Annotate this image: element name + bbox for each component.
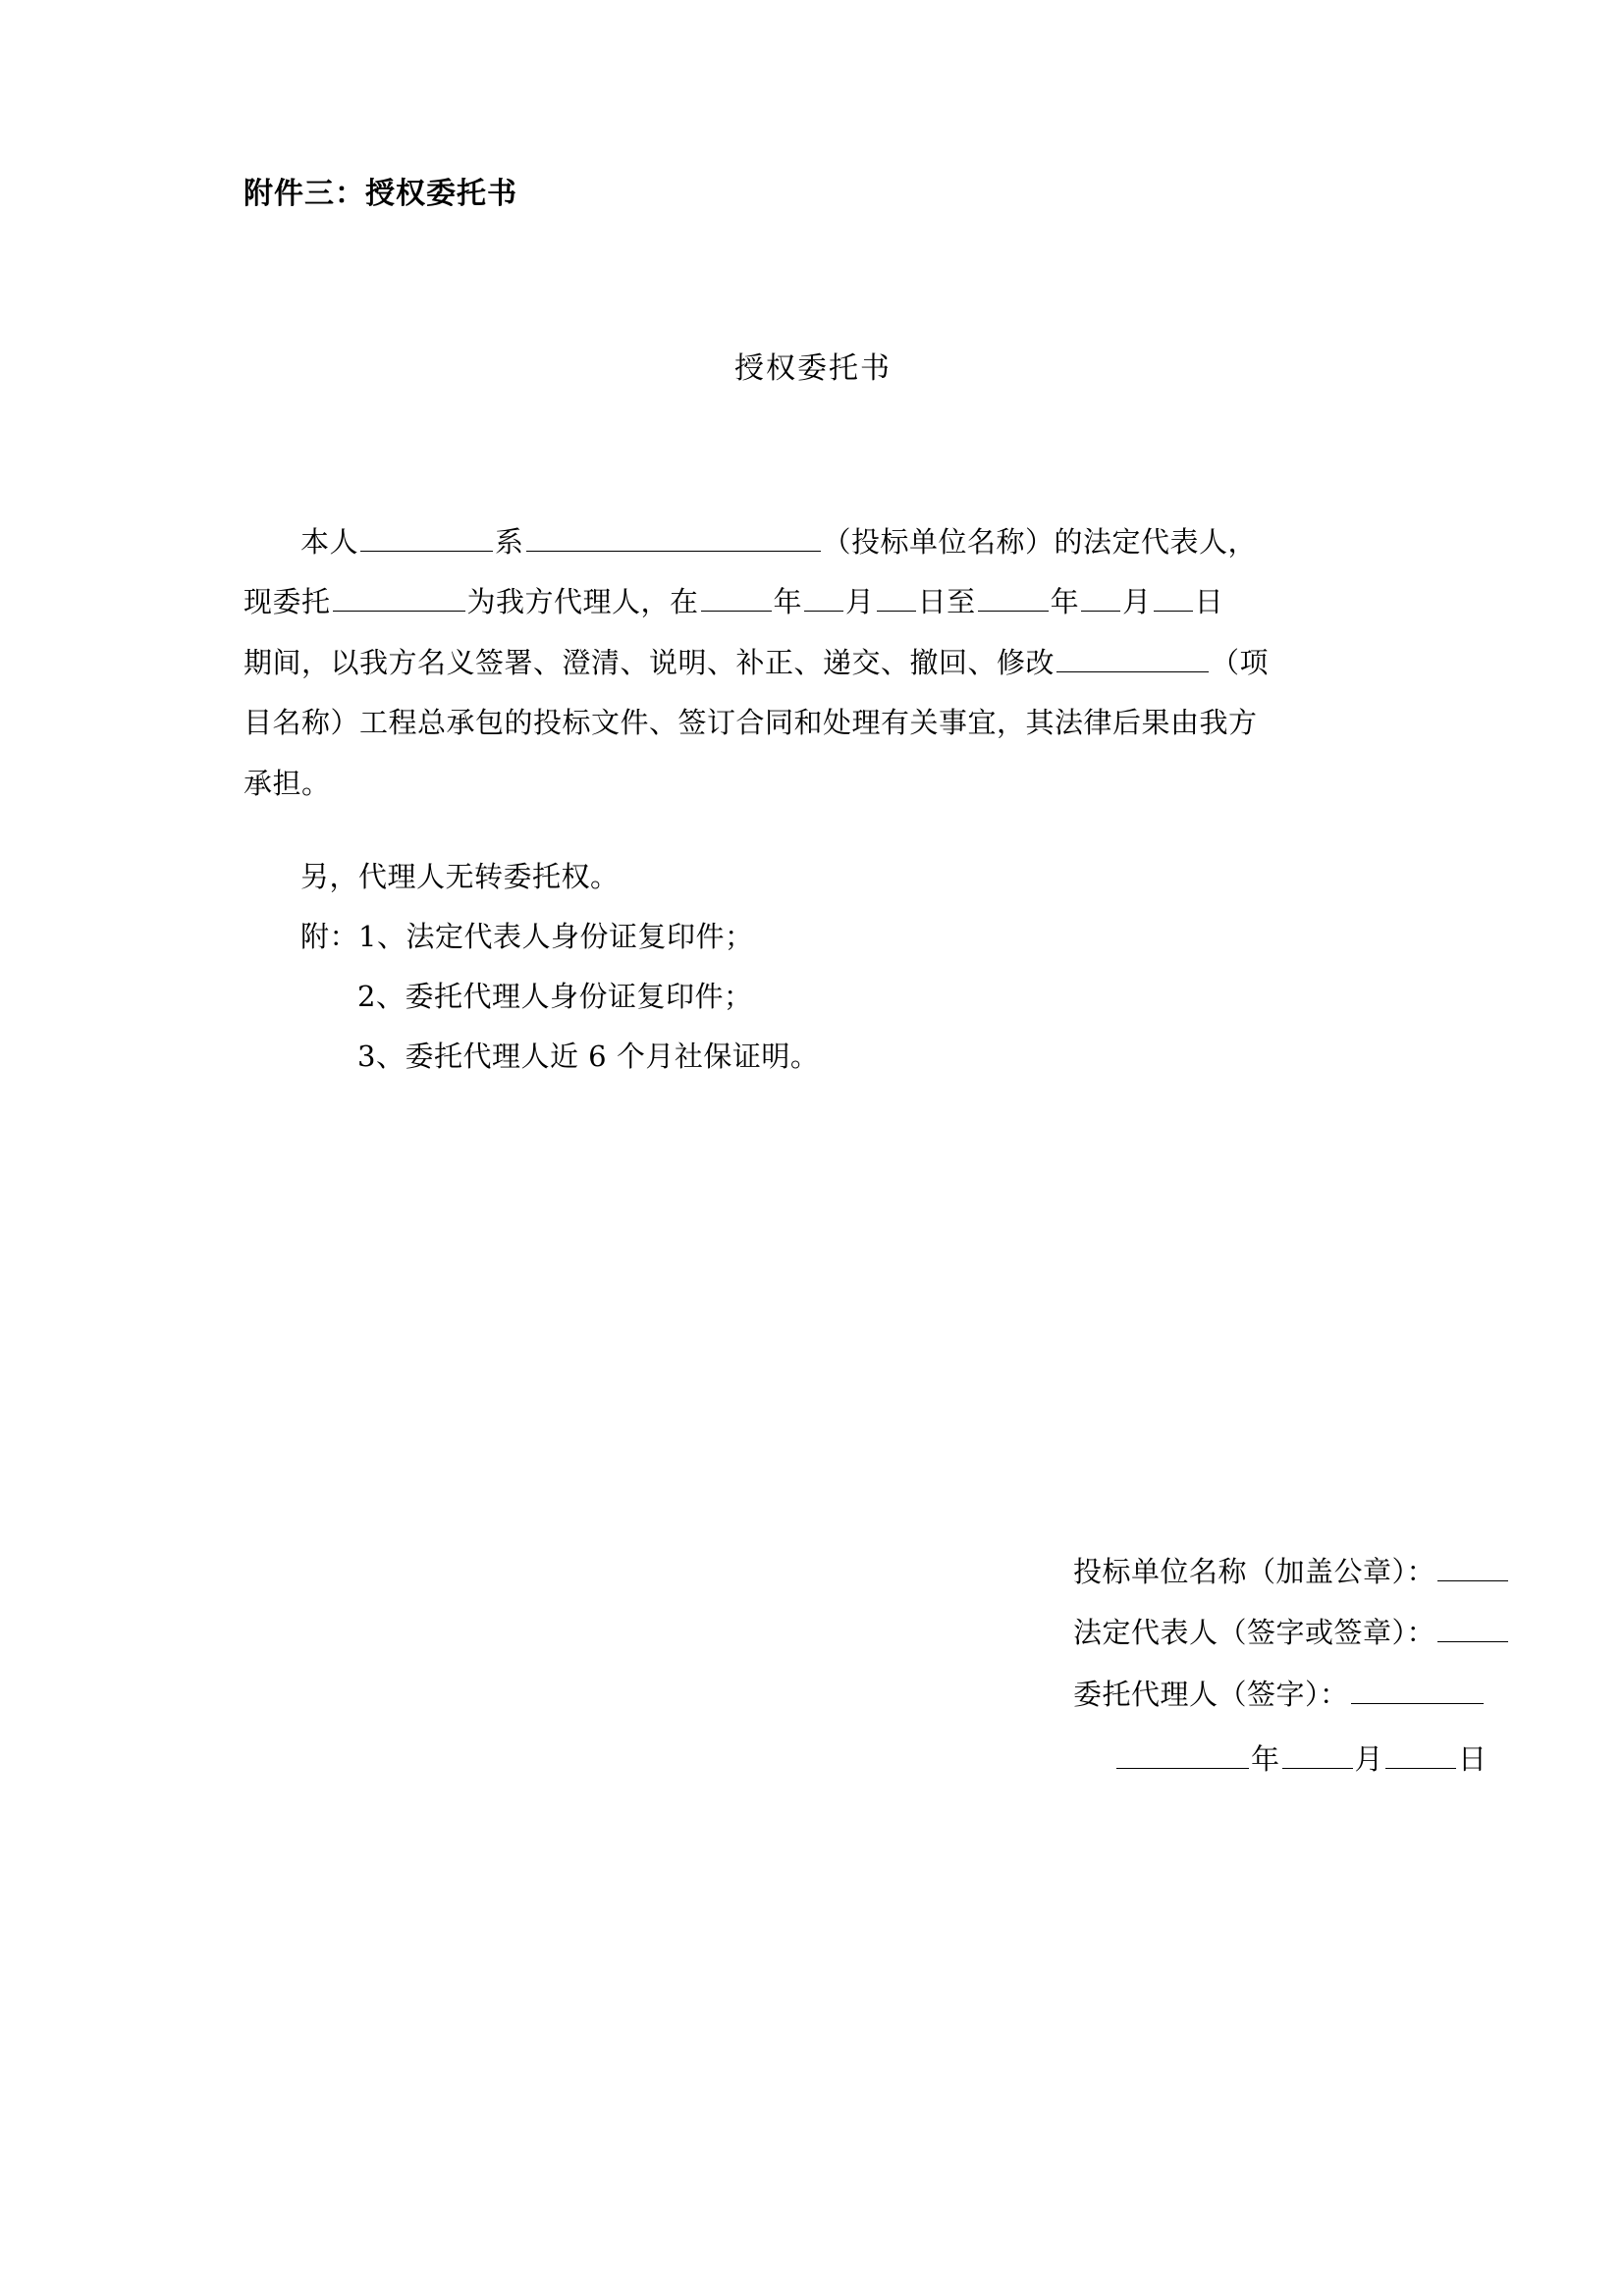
signature-legal-rep-label: 法定代表人（签字或签章）： bbox=[1073, 1616, 1436, 1650]
signature-block bbox=[1073, 1541, 1624, 1789]
blank-agent-sign bbox=[1351, 1678, 1484, 1704]
list-item: 1、法定代表人身份证复印件； bbox=[358, 920, 754, 954]
signature-date-line bbox=[1073, 1729, 1624, 1789]
signature-day-label: 日 bbox=[1458, 1742, 1488, 1777]
paragraph-3-text-a: 期间，以我方名义签署、澄清、说明、补正、递交、撤回、修改 bbox=[244, 645, 1056, 679]
page-title: 授权委托书 bbox=[734, 351, 892, 386]
document-content bbox=[244, 172, 1488, 1777]
notes-block bbox=[244, 847, 1382, 1087]
paragraph-1-text-a: 本人 bbox=[300, 525, 359, 559]
blank-year-end bbox=[978, 585, 1049, 612]
paragraph-2-day1: 日至 bbox=[917, 585, 976, 619]
blank-self-name bbox=[360, 525, 493, 552]
blank-month-start bbox=[804, 585, 843, 612]
blank-project-name bbox=[1056, 646, 1209, 672]
paragraph-3-text-b: （项 bbox=[1211, 645, 1270, 679]
paragraph-1 bbox=[244, 512, 1382, 572]
list-item: 3、委托代理人近 6 个月社保证明。 bbox=[357, 1040, 820, 1074]
paragraph-4: 目名称）工程总承包的投标文件、签订合同和处理有关事宜，其法律后果由我方 bbox=[244, 706, 1258, 740]
body-block bbox=[244, 512, 1382, 814]
paragraph-2-text-b: 为我方代理人，在 bbox=[466, 585, 699, 619]
attachment-lead-text: 附： bbox=[300, 920, 359, 954]
blank-sign-month bbox=[1282, 1742, 1353, 1769]
attachment-label: 附件三：授权委托书 bbox=[244, 177, 517, 211]
blank-day-end bbox=[1154, 585, 1193, 612]
paragraph-2 bbox=[244, 572, 1382, 632]
attachment-list-lead bbox=[244, 907, 1382, 967]
paragraph-2-month1: 月 bbox=[845, 585, 875, 619]
signature-agent-line bbox=[1073, 1664, 1624, 1725]
signature-bidder-line bbox=[1073, 1541, 1624, 1602]
blank-legal-rep-sign bbox=[1437, 1616, 1508, 1642]
signature-year-label: 年 bbox=[1251, 1742, 1280, 1777]
blank-sign-year bbox=[1116, 1742, 1249, 1769]
blank-agent-name bbox=[333, 585, 465, 612]
blank-day-start bbox=[877, 585, 916, 612]
blank-bidder-seal bbox=[1437, 1555, 1508, 1581]
paragraph-6: 另，代理人无转委托权。 bbox=[300, 860, 620, 894]
blank-year-start bbox=[701, 585, 772, 612]
paragraph-2-year1: 年 bbox=[773, 585, 803, 619]
signature-agent-label: 委托代理人（签字）： bbox=[1073, 1677, 1349, 1711]
paragraph-1-text-c: （投标单位名称）的法定代表人， bbox=[822, 525, 1258, 559]
paragraph-2-month2: 月 bbox=[1122, 585, 1152, 619]
paragraph-3 bbox=[244, 633, 1382, 693]
list-item: 2、委托代理人身份证复印件； bbox=[357, 980, 753, 1014]
blank-bidder-name bbox=[526, 525, 821, 552]
signature-month-label: 月 bbox=[1354, 1742, 1384, 1777]
paragraph-5: 承担。 bbox=[244, 766, 331, 800]
paragraph-2-text-a: 现委托 bbox=[244, 585, 331, 619]
paragraph-2-day2: 日 bbox=[1194, 585, 1224, 619]
signature-bidder-label: 投标单位名称（加盖公章）： bbox=[1073, 1555, 1436, 1588]
blank-month-end bbox=[1081, 585, 1120, 612]
blank-sign-day bbox=[1385, 1742, 1456, 1769]
paragraph-2-year2: 年 bbox=[1050, 585, 1080, 619]
signature-legal-rep-line bbox=[1073, 1602, 1624, 1663]
paragraph-1-text-b: 系 bbox=[495, 525, 524, 559]
